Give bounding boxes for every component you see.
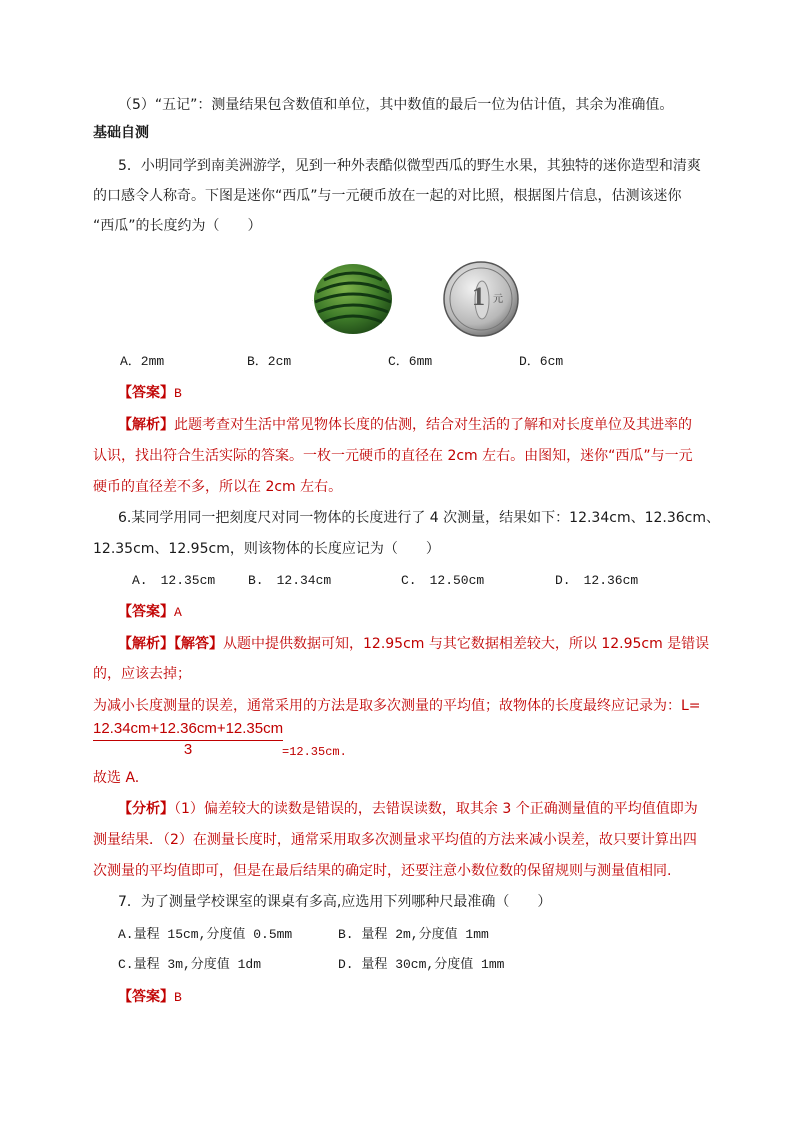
answer-value: B	[174, 990, 182, 1005]
q6-fenxi-line3: 次测量的平均值即可，但是在最后结果的确定时，还要注意小数位数的保留规则与测量值相同.	[93, 863, 672, 879]
analysis-text: 此题考查对生活中常见物体长度的估测，结合对生活的了解和对长度单位及其进率的	[174, 417, 692, 433]
answer-value: A	[174, 605, 182, 620]
coin-unit: 元	[493, 294, 503, 305]
fraction-numerator: 12.34cm+12.36cm+12.35cm	[93, 719, 283, 741]
answer-value: B	[174, 386, 182, 401]
q5-answer	[118, 383, 182, 404]
fenxi-text: （1）偏差较大的读数是错误的，去错误读数，取其余 3 个正确测量值的平均值值即为	[174, 801, 698, 817]
q7-answer	[118, 987, 182, 1008]
q7-option-a: A.量程 15cm,分度值 0.5mm	[118, 927, 293, 942]
coin-number: 1	[472, 282, 485, 311]
fraction-denominator: 3	[183, 741, 193, 758]
q5-stem-line3: “西瓜”的长度约为（ ）	[93, 218, 262, 234]
watermelon-icon	[312, 262, 394, 336]
answer-tag: 【答案】	[118, 385, 174, 401]
analysis-tag: 【解析】【解答】	[118, 636, 223, 652]
q5-analysis-line2: 认识，找出符合生活实际的答案。一枚一元硬币的直径在 2cm 左右。由图知，迷你“西瓜”与一元	[93, 448, 693, 464]
q6-stem-line1: 6.某同学用同一把刻度尺对同一物体的长度进行了 4 次测量，结果如下：12.34cm、12.36cm、	[118, 510, 720, 526]
q6-answer	[118, 602, 182, 623]
watermelon-figure	[312, 262, 394, 336]
q6-option-b: B. 12.34cm	[248, 573, 332, 588]
analysis-text: 从题中提供数据可知，12.95cm 与其它数据相差较大，所以 12.95cm 是错误	[223, 636, 710, 652]
q7-option-c: C.量程 3m,分度值 1dm	[118, 957, 262, 972]
q7-option-b: B. 量程 2m,分度值 1mm	[338, 927, 489, 942]
answer-tag: 【答案】	[118, 604, 174, 620]
fraction-result: =12.35cm.	[282, 745, 347, 759]
q6-analysis-line3: 为减小长度测量的误差，通常采用的方法是取多次测量的平均值；故物体的长度最终应记录为：L=	[93, 698, 701, 714]
q6-fenxi-line2: 测量结果．（2）在测量长度时，通常采用取多次测量求平均值的方法来减小误差，故只要计算出四	[93, 832, 697, 848]
q7-stem-line1: 7．为了测量学校课室的课桌有多高,应选用下列哪种尺最准确（ ）	[118, 894, 552, 910]
coin-figure	[442, 260, 520, 338]
q6-option-c: C. 12.50cm	[401, 573, 485, 588]
analysis-tag: 【解析】	[118, 417, 174, 433]
q6-conclusion: 故选 A.	[93, 770, 140, 786]
q5-analysis-line1	[118, 415, 692, 435]
q5-stem-line2: 的口感令人称奇。下图是迷你“西瓜”与一元硬币放在一起的对比照，根据图片信息，估测该迷你	[93, 188, 682, 204]
q6-stem-line2: 12.35cm、12.95cm，则该物体的长度应记为（ ）	[93, 541, 440, 557]
q5-option-d: D．6cm	[519, 354, 564, 369]
q6-fenxi-line1	[118, 799, 698, 819]
q5-analysis-line3: 硬币的直径差不多，所以在 2cm 左右。	[93, 479, 343, 495]
fraction	[93, 719, 283, 759]
q6-analysis-line1	[118, 634, 709, 654]
q6-analysis-line2: 的，应该去掉；	[93, 666, 191, 682]
q6-option-d: D. 12.36cm	[555, 573, 639, 588]
q6-option-a: A. 12.35cm	[132, 573, 216, 588]
q5-option-a: A．2mm	[120, 354, 165, 369]
q7-option-d: D. 量程 30cm,分度值 1mm	[338, 957, 505, 972]
q5-option-c: C．6mm	[388, 354, 433, 369]
fenxi-tag: 【分析】	[118, 801, 174, 817]
answer-tag: 【答案】	[118, 989, 174, 1005]
q5-option-b: B．2cm	[247, 354, 292, 369]
section-title: 基础自测	[93, 125, 149, 141]
q5-stem-line1: 5．小明同学到南美洲游学，见到一种外表酷似微型西瓜的野生水果，其独特的迷你造型和清爽	[118, 158, 701, 174]
rule-five-text: （5）“五记”：测量结果包含数值和单位，其中数值的最后一位为估计值，其余为准确值。	[118, 97, 674, 113]
